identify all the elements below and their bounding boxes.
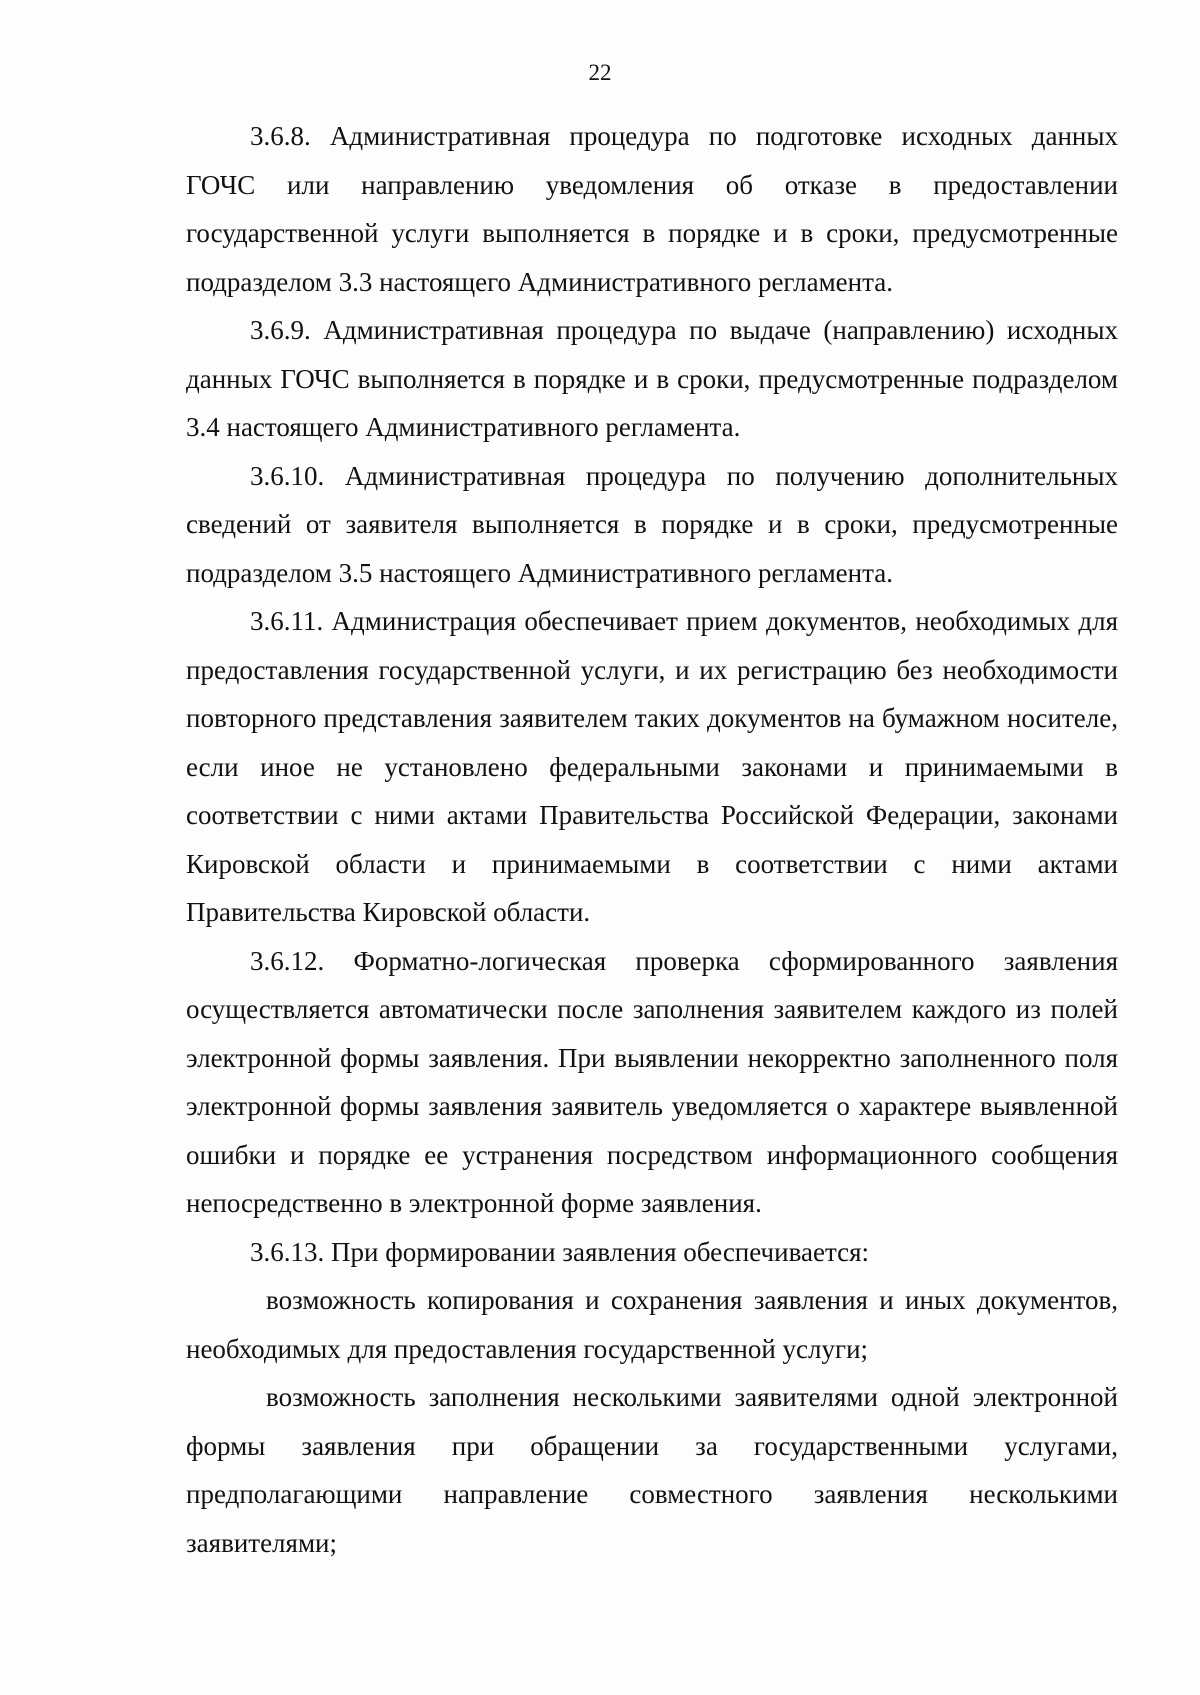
list-item-multiple-applicants: возможность заполнения несколькими заявителями одной электронной формы заявления при обращении за государственными услугами, предполагающими направление совместного заявления несколькими заявителями; (186, 1382, 1118, 1558)
page-number: 22 (588, 60, 612, 85)
paragraph-3-6-8: 3.6.8. Административная процедура по подготовке исходных данных ГОЧС или направлению уведомления об отказе в предоставлении государственной услуги выполняется в порядке и в сроки, предусмотренные подразделом 3.3 настоящего Административного регламента. (186, 121, 1118, 297)
document-body (186, 112, 1118, 1567)
paragraph-3-6-11: 3.6.11. Администрация обеспечивает прием документов, необходимых для предоставления государственной услуги, и их регистрацию без необходимости повторного представления заявителем таких документов на бумажном носителе, если иное не установлено федеральными законами и принимаемыми в соответствии с ними актами Правительства Российской Федерации, законами Кировской области и принимаемыми в соответствии с ними актами Правительства Кировской области. (186, 606, 1118, 927)
list-item-copying: возможность копирования и сохранения заявления и иных документов, необходимых для предоставления государственной услуги; (186, 1285, 1118, 1364)
paragraph-3-6-10: 3.6.10. Административная процедура по получению дополнительных сведений от заявителя выполняется в порядке и в сроки, предусмотренные подразделом 3.5 настоящего Административного регламента. (186, 460, 1118, 588)
paragraph-3-6-13: 3.6.13. При формировании заявления обеспечивается: (250, 1236, 869, 1267)
paragraph-3-6-9: 3.6.9. Административная процедура по выдаче (направлению) исходных данных ГОЧС выполняется в порядке и в сроки, предусмотренные подразделом 3.4 настоящего Административного регламента. (186, 315, 1118, 442)
paragraph-3-6-12: 3.6.12. Форматно-логическая проверка сформированного заявления осуществляется автоматически после заполнения заявителем каждого из полей электронной формы заявления. При выявлении некорректно заполненного поля электронной формы заявления заявитель уведомляется о характере выявленной ошибки и порядке ее устранения посредством информационного сообщения непосредственно в электронной форме заявления. (186, 945, 1118, 1218)
